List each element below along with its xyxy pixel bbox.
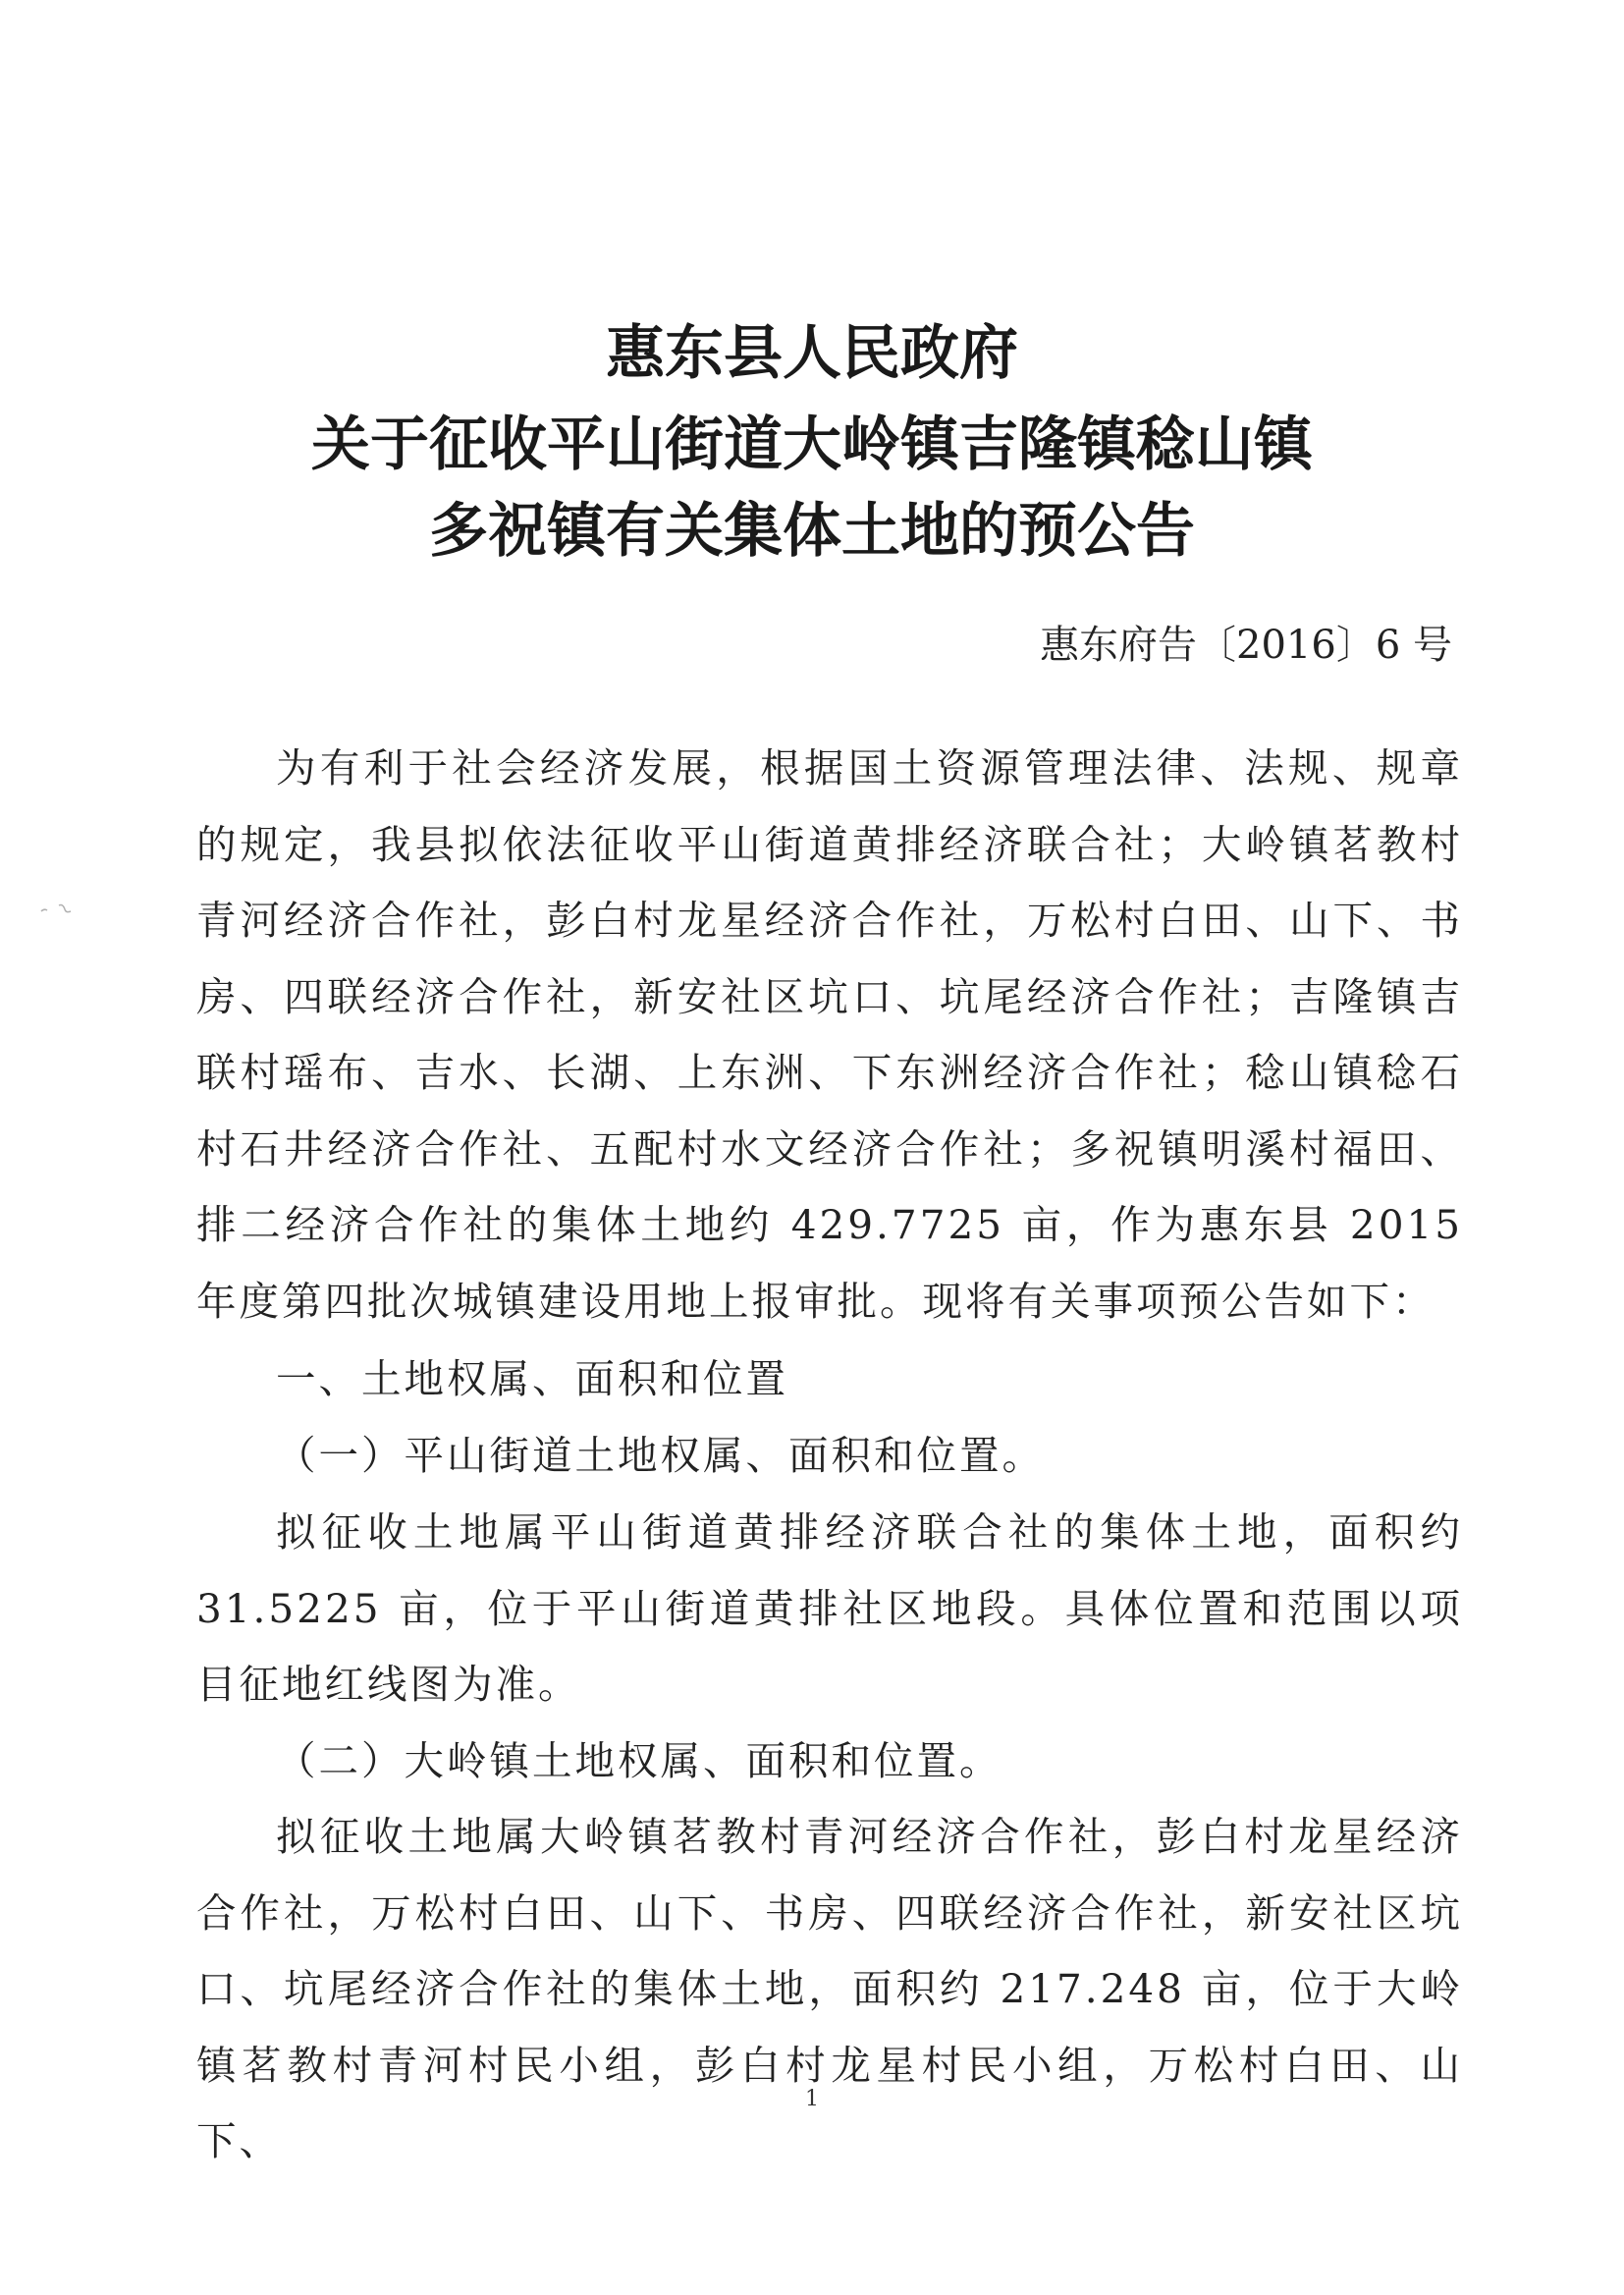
subsection-heading-daling: （二）大岭镇土地权属、面积和位置。	[276, 1737, 1002, 1784]
intro-paragraph: 为有利于社会经济发展，根据国土资源管理法律、法规、规章的规定，我县拟依法征收平山街道黄排经济联合社；大岭镇茗教村青河经济合作社，彭白村龙星经济合作社，万松村白田、山下、书房、四联经济合作社，新安社区坑口、坑尾经济合作社；吉隆镇吉联村瑶布、吉水、长湖、上东洲、下东洲经济合作社；稔山镇稔石村石井经济合作社、五配村水文经济合作社；多祝镇明溪村福田、排二经济合作社的集体土地约 429.7725 亩，作为惠东县 2015 年度第四批次城镇建设用地上报审批。现将有关事项预公告如下：	[196, 744, 1463, 1325]
title-subject-line-1: 关于征收平山街道大岭镇吉隆镇稔山镇	[311, 410, 1313, 479]
paragraph-pingshan: 拟征收土地属平山街道黄排经济联合社的集体土地，面积约 31.5225 亩，位于平山街道黄排社区地段。具体位置和范围以项目征地红线图为准。	[196, 1508, 1463, 1708]
scan-speck-icon	[39, 902, 77, 917]
page-number: 1	[805, 2087, 819, 2111]
title-subject-line-2: 多祝镇有关集体土地的预公告	[429, 497, 1195, 566]
document-number: 惠东府告〔2016〕6 号	[1040, 623, 1452, 668]
paragraph-daling: 拟征收土地属大岭镇茗教村青河经济合作社，彭白村龙星经济合作社，万松村白田、山下、书房、四联经济合作社，新安社区坑口、坑尾经济合作社的集体土地，面积约 217.248 亩，位于大岭镇茗教村青河村民小组，彭白村龙星村民小组，万松村白田、山下、	[196, 1813, 1463, 2164]
section-heading-land-ownership: 一、土地权属、面积和位置	[276, 1355, 788, 1402]
subsection-heading-pingshan: （一）平山街道土地权属、面积和位置。	[276, 1432, 1045, 1479]
title-issuer: 惠东县人民政府	[606, 319, 1018, 388]
